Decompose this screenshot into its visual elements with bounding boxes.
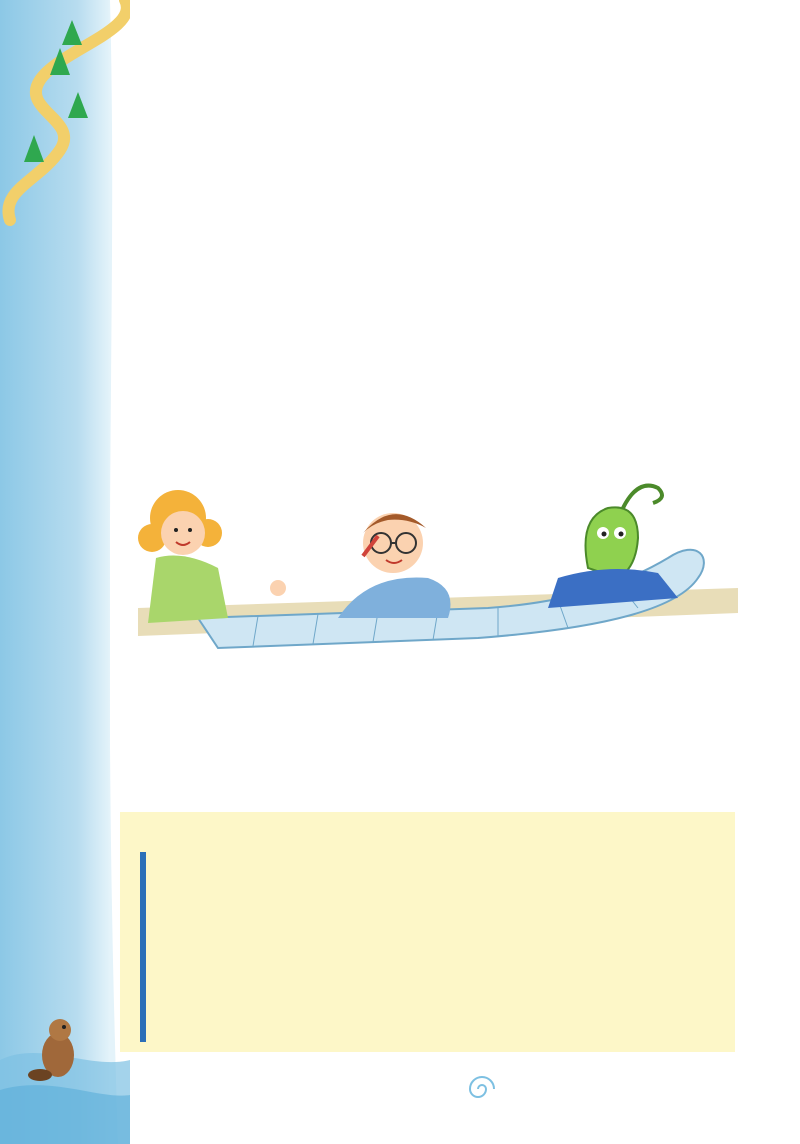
kids-illustration <box>138 478 738 678</box>
sidebar-decoration <box>0 0 130 1144</box>
alien-figure <box>548 486 678 609</box>
algorithm-bar <box>140 852 146 1042</box>
algorithm-steps <box>150 852 735 854</box>
swirl-icon <box>462 1074 502 1104</box>
girl-figure <box>138 490 286 623</box>
boy-figure <box>338 513 451 618</box>
algorithm-box <box>120 812 735 1052</box>
after-plan-text <box>140 690 740 700</box>
